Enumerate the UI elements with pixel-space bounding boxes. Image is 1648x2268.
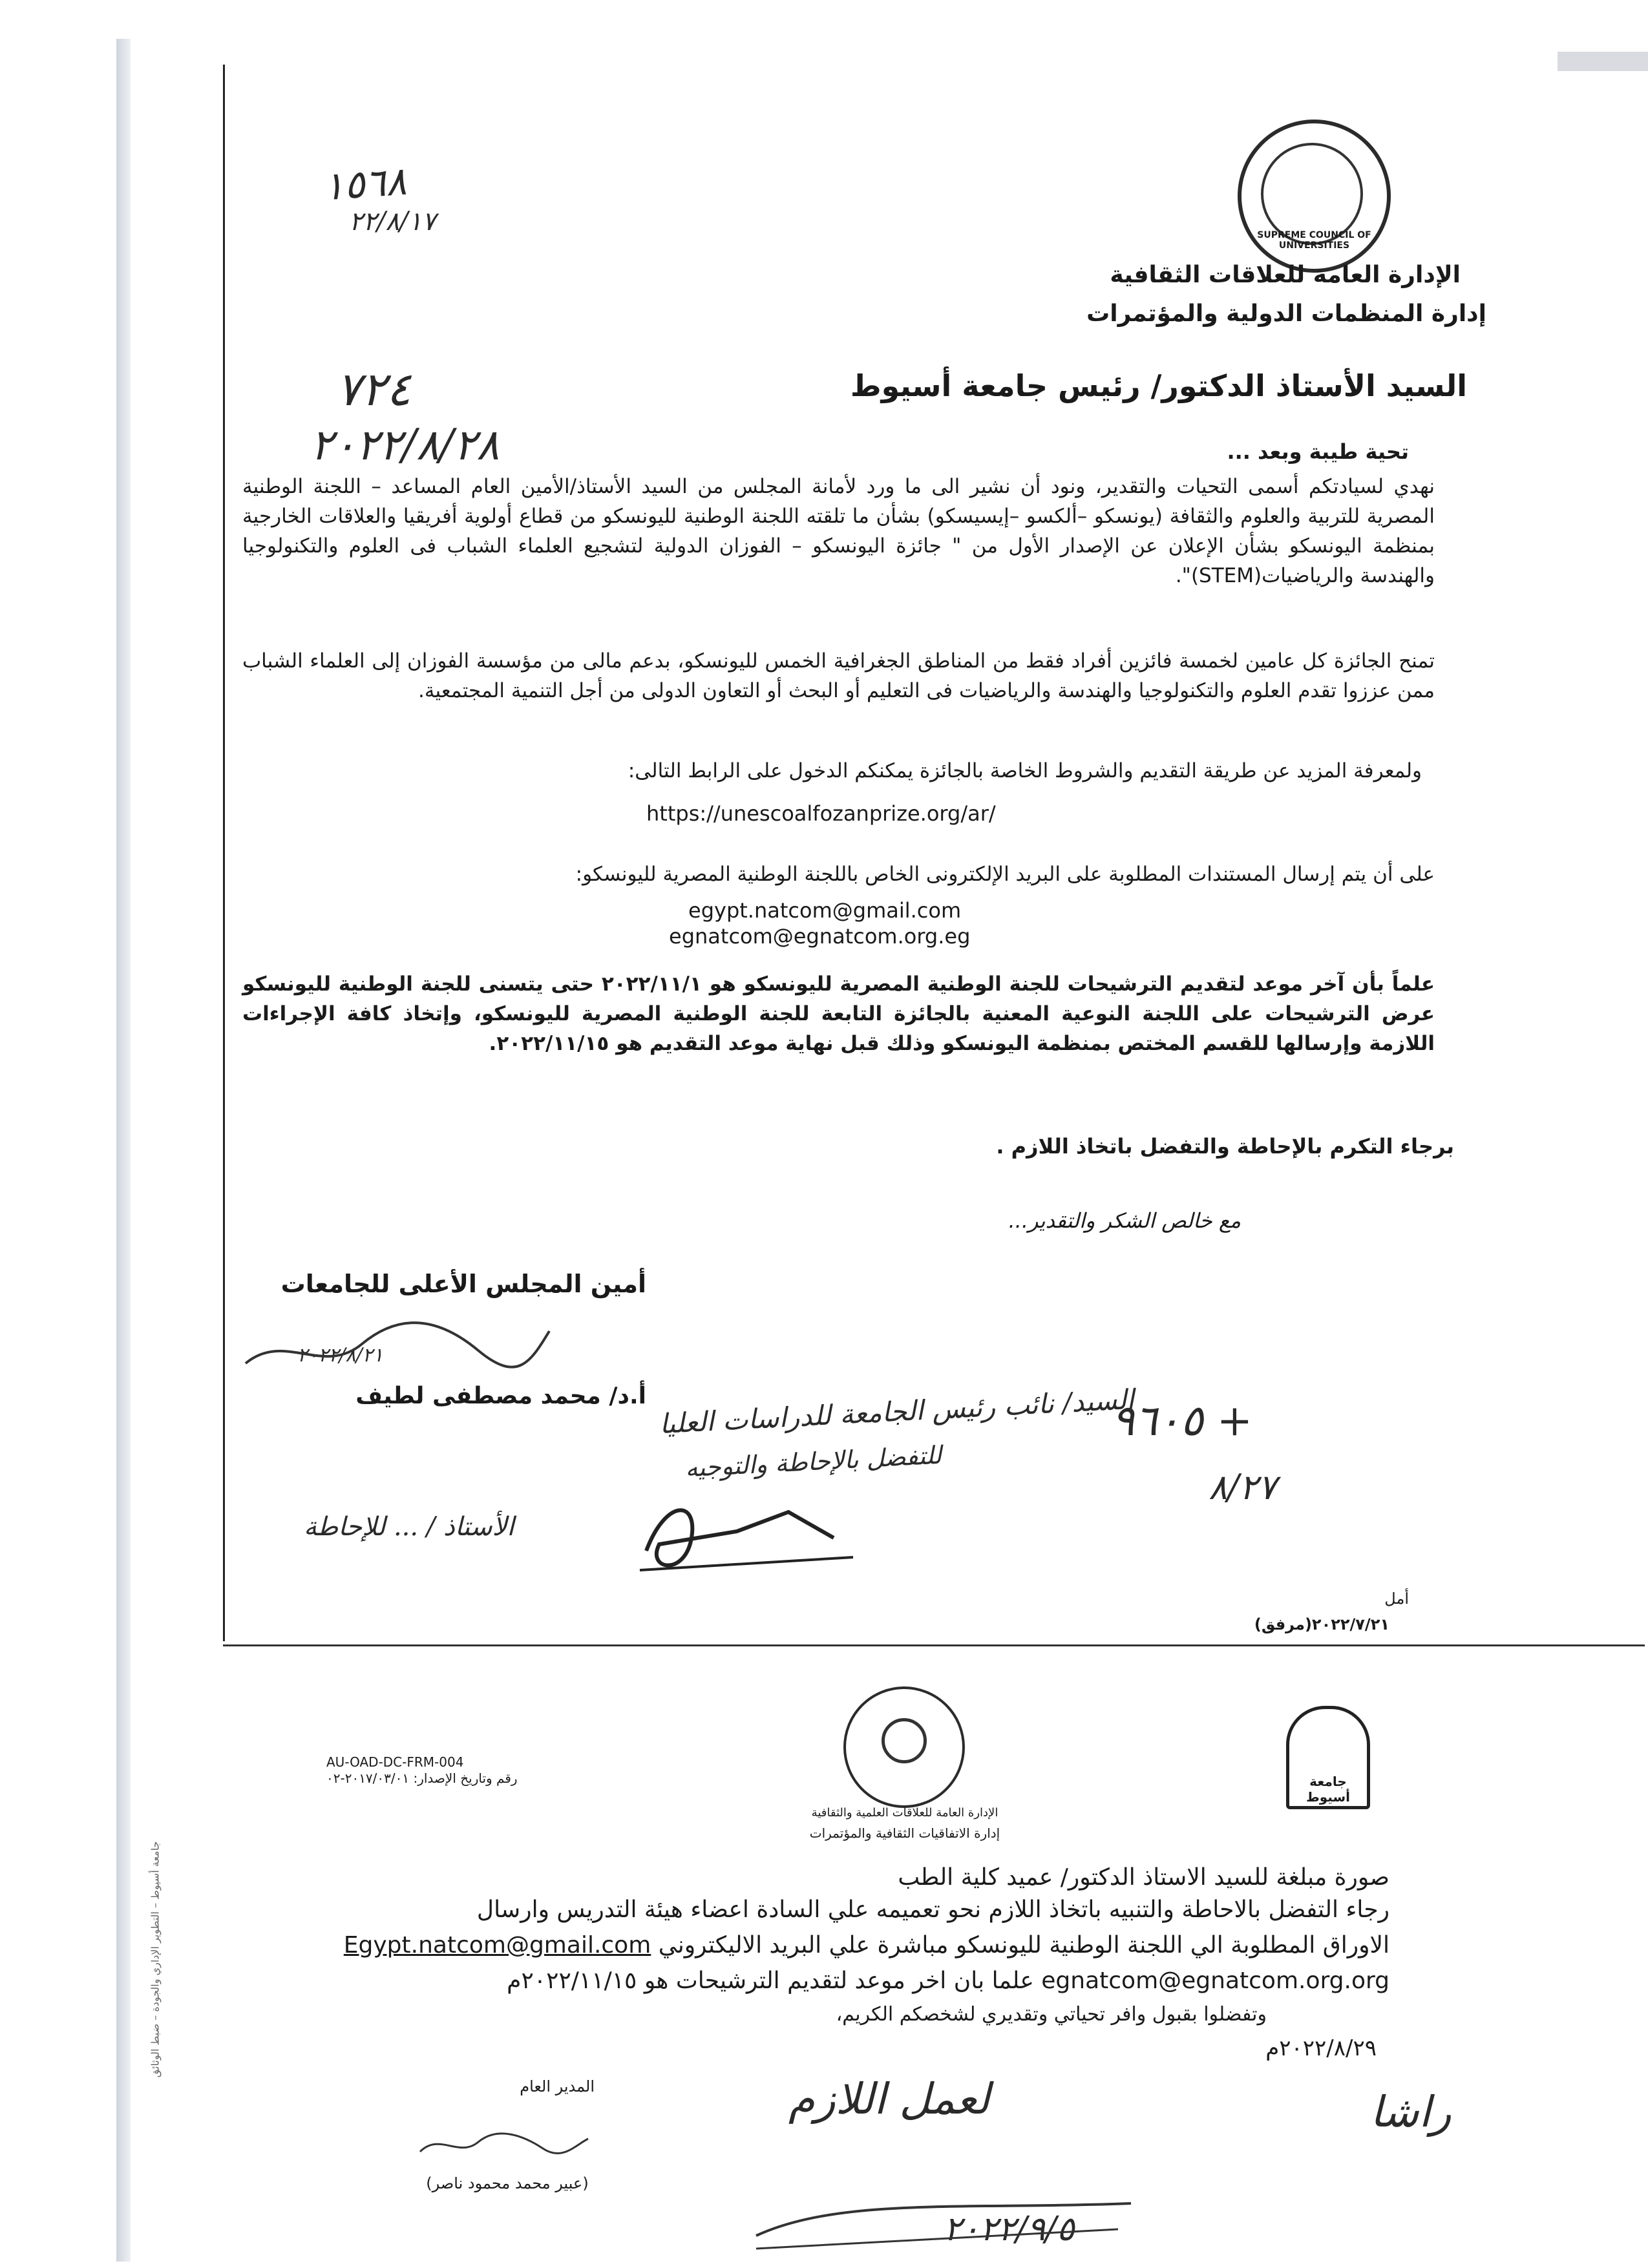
university-logo-text: جامعة أسيوط <box>1306 1774 1350 1805</box>
dept-caption: إدارة الاتفاقيات الثقافية والمؤتمرات <box>809 1825 1000 1841</box>
request-line: برجاء التكرم بالإحاطة والتفضل باتخاذ اللازم . <box>996 1134 1454 1159</box>
email-2[interactable]: egnatcom@egnatcom.org.eg <box>669 924 971 949</box>
memo-email-1[interactable]: Egypt.natcom@gmail.com <box>343 1932 651 1958</box>
closing-line: مع خالص الشكر والتقدير... <box>1008 1208 1241 1233</box>
handwritten-top-number: ١٥٦٨ <box>321 158 408 210</box>
memo-handwritten-note: لعمل اللازم <box>788 2074 990 2124</box>
issue-label: رقم وتاريخ الإصدار: ٢٠١٧/٠٣/٠١-٠٢ <box>326 1770 518 1786</box>
signature-1 <box>233 1305 556 1383</box>
side-caption: جامعة أسيوط – التطوير الإداري والجودة – ضبط الوثائق <box>149 1841 162 2078</box>
note-line-1: السيد/ نائب رئيس الجامعة للدراسات العليا <box>659 1383 1135 1440</box>
seal-text: SUPREME COUNCIL OF UNIVERSITIES <box>1257 230 1371 251</box>
memo-signature <box>743 2184 1144 2255</box>
note-number: ٩٦٠٥ + <box>1112 1396 1253 1445</box>
director-name: (عبير محمد محمود ناصر) <box>426 2174 589 2192</box>
prize-link[interactable]: https://unescoalfozanprize.org/ar/ <box>646 801 996 826</box>
memo-line-4 <box>491 1968 1389 1994</box>
addressee: السيد الأستاذ الدكتور/ رئيس جامعة أسيوط <box>850 368 1467 403</box>
signature-2 <box>620 1473 879 1590</box>
dept-line-1: الإدارة العامة للعلاقات الثقافية <box>1110 262 1461 288</box>
note-left: الأستاذ / ... للإحاطة <box>304 1512 514 1542</box>
memo-handwritten-date: ٢٠٢٢/٩/٥ <box>944 2210 1075 2249</box>
university-logo-icon <box>1286 1706 1370 1809</box>
handwritten-top-date: ٢٢/٨/١٧ <box>349 207 436 236</box>
director-signature <box>414 2126 595 2165</box>
memo-line-5: وتفضلوا بقبول وافر تحياتي وتقديري لشخصكم الكريم، <box>836 2003 1267 2026</box>
handwritten-incoming: ٧٢٤ <box>336 362 412 416</box>
memo-handwritten-note-2: راشا <box>1370 2087 1452 2137</box>
note-line-2: للتفضل بالإحاطة والتوجيه <box>684 1440 943 1483</box>
memo-line-4-suffix: علما بان اخر موعد لتقديم الترشيحات هو ٢٠٢٢/١١/١٥م <box>507 1968 1034 1994</box>
paragraph-3: ولمعرفة المزيد عن طريقة التقديم والشروط الخاصة بالجائزة يمكنكم الدخول على الرابط التالى: <box>628 759 1422 782</box>
signer-title: أمين المجلس الأعلى للجامعات <box>280 1270 646 1298</box>
paragraph-2: تمنح الجائزة كل عامين لخمسة فائزين أفراد فقط من المناطق الجغرافية الخمس لليونسكو، بدعم مالى من مؤسسة الفوزان إلى العلماء الشباب ممن عززوا تقدم العلوم والتكنولوجيا والهندسة والرياضيات فى التعليم أو البحث أو التعاون الدولى من أجل التنمية المجتمعية. <box>242 649 1435 702</box>
memo-email-2[interactable]: egnatcom@egnatcom.org.org <box>1041 1968 1389 1994</box>
email-1[interactable]: egypt.natcom@gmail.com <box>688 898 962 923</box>
form-code: AU-OAD-DC-FRM-004 <box>326 1754 464 1770</box>
dept-line-2: إدارة المنظمات الدولية والمؤتمرات <box>1086 300 1486 327</box>
memo-line-2: رجاء التفضل بالاحاطة والتنبيه باتخاذ اللازم نحو تعميمه علي السادة اعضاء هيئة التدريس وارسال <box>476 1896 1389 1923</box>
footer-initial: أمل <box>1384 1590 1409 1608</box>
paragraph-1: نهدي لسيادتكم أسمى التحيات والتقدير، ونود أن نشير الى ما ورد لأمانة المجلس من السيد الأستاذ/الأمين العام المساعد – اللجنة الوطنية المصرية للتربية والعلوم والثقافة (يونسكو –ألكسو –إيسيسكو) بشأن ما تلقته اللجنة الوطنية لليونسكو من قطاع أولوية أفريقيا والعلاقات الخارجية بمنظمة اليونسكو بشأن الإعلان عن الإصدار الأول من " جائزة اليونسكو – الفوزان الدولية لتشجيع العلماء الشباب فى العلوم والتكنولوجيا والهندسة والرياضيات(STEM)". <box>242 475 1435 587</box>
memo-date: ٢٠٢٢/٨/٢٩م <box>1265 2035 1377 2061</box>
paragraph-4: على أن يتم إرسال المستندات المطلوبة على البريد الإلكترونى الخاص باللجنة الوطنية المصرية لليونسكو: <box>575 863 1435 886</box>
greeting: تحية طيبة وبعد ... <box>1227 439 1409 464</box>
signer-name: أ.د/ محمد مصطفى لطيف <box>355 1383 646 1409</box>
memo-line-3 <box>297 1932 1389 1958</box>
scan-edge-left <box>116 39 131 2262</box>
section-divider <box>223 1644 1645 1646</box>
memo-line-1: صورة مبلغة للسيد الاستاذ الدكتور/ عميد كلية الطب <box>898 1864 1389 1891</box>
footer-ref: ٢٠٢٢/٧/٢١(مرفق) <box>1254 1615 1389 1633</box>
sign-date: ٢٠٢٢/٨/٢١ <box>297 1344 384 1367</box>
paragraph-5: علماً بأن آخر موعد لتقديم الترشيحات للجنة الوطنية المصرية لليونسكو هو ٢٠٢٢/١١/١ حتى يتسنى للجنة الوطنية لليونسكو عرض الترشيحات على اللجنة النوعية المعنية بالجائزة التابعة للجنة الوطنية المصرية لليونسكو، وإتخاذ كافة الإجراءات اللازمة وإرسالها للقسم المختص بمنظمة اليونسكو وذلك قبل نهاية موعد التقديم هو ٢٠٢٢/١١/١٥. <box>242 972 1435 1055</box>
note-date: ٨/٢٧ <box>1209 1467 1277 1507</box>
council-seal-icon <box>1238 120 1391 273</box>
memo-line-3-prefix: الاوراق المطلوبة الي اللجنة الوطنية لليونسكو مباشرة علي البريد الاليكتروني <box>658 1932 1389 1958</box>
assiut-relations-logo-icon <box>843 1686 965 1808</box>
logo-caption: الإدارة العامة للعلاقات العلمية والثقافية <box>811 1806 998 1820</box>
handwritten-incoming-date: ٢٠٢٢/٨/٢٨ <box>310 420 500 470</box>
director-title: المدير العام <box>520 2077 595 2095</box>
